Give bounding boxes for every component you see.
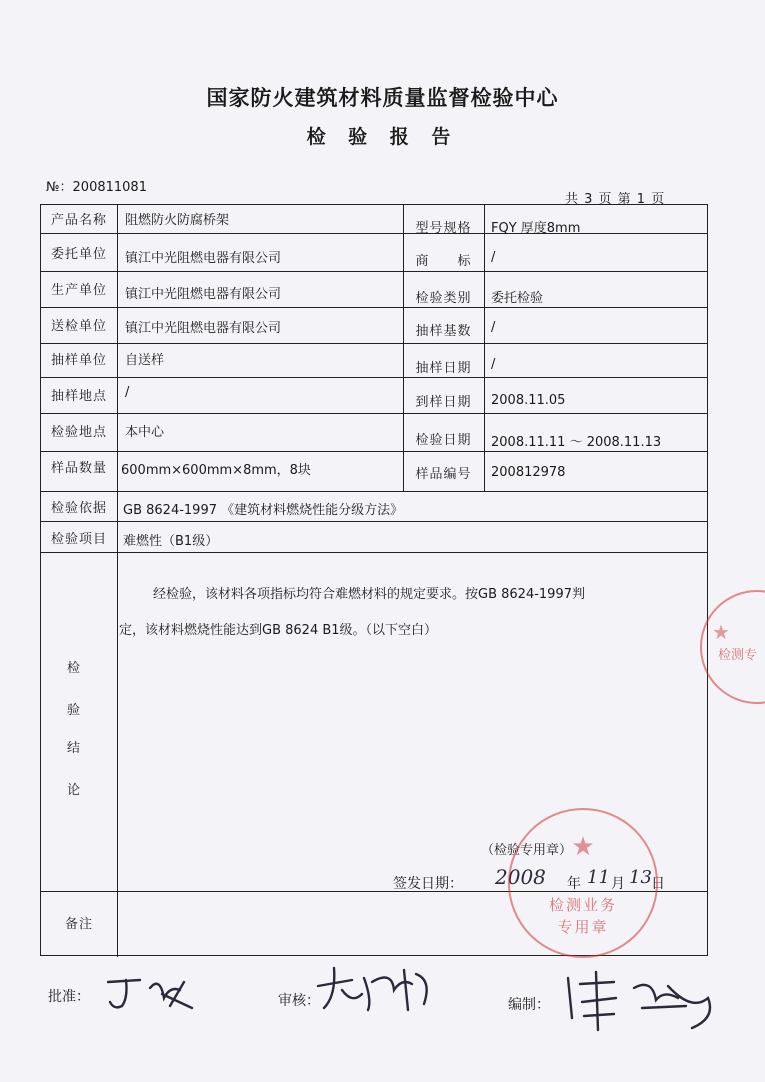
value-inspection-place: 本中心 [125, 425, 165, 440]
value-sample-base: / [491, 320, 496, 335]
label-sampling-place: 抽样地点 [50, 389, 107, 404]
edge-seal-stamp: ★ 检测专 [700, 590, 765, 704]
label-arrival-date: 到样日期 [415, 395, 472, 410]
reviewer-signature [312, 960, 442, 1016]
value-sampling-date: / [491, 357, 496, 372]
value-sample-qty: 600mm×600mm×8mm，8块 [121, 463, 311, 478]
label-sender: 送检单位 [50, 319, 107, 334]
issue-day: 13 [629, 867, 652, 888]
report-title: 检 验 报 告 [306, 126, 459, 148]
compile-label: 编制： [508, 997, 550, 1013]
issue-month-unit: 月 [611, 876, 625, 892]
value-inspection-type: 委托检验 [491, 291, 544, 306]
label-trademark: 商 标 [415, 254, 472, 269]
label-remarks: 备注 [64, 917, 93, 932]
value-product-name: 阻燃防火防腐桥架 [125, 213, 230, 228]
value-trademark: / [491, 250, 496, 265]
issue-day-unit: 日 [651, 876, 665, 892]
label-inspection-type: 检验类别 [415, 291, 472, 306]
value-sender: 镇江中光阻燃电器有限公司 [125, 321, 282, 336]
compiler-signature [560, 968, 720, 1038]
label-sample-base: 抽样基数 [415, 324, 472, 339]
label-producer: 生产单位 [50, 283, 107, 298]
review-label: 审核： [278, 993, 320, 1009]
page-info: 共 3 页 第 1 页 [565, 192, 666, 207]
conclusion-char-4: 论 [67, 783, 81, 798]
value-client: 镇江中光阻燃电器有限公司 [125, 251, 282, 266]
value-items: 难燃性（B1级） [123, 534, 219, 549]
inspection-seal-stamp: ★ 检测业务 专用章 [508, 808, 658, 958]
approver-signature [100, 968, 210, 1014]
value-arrival-date: 2008.11.05 [491, 393, 566, 408]
label-sample-no: 样品编号 [415, 467, 472, 482]
special-seal-text: （检验专用章） [481, 843, 573, 858]
value-sampling-place: / [125, 385, 130, 400]
value-inspection-date: 2008.11.11 ～ 2008.11.13 [491, 435, 662, 450]
issue-date-label: 签发日期： [393, 876, 463, 892]
conclusion-char-1: 检 [67, 661, 81, 676]
conclusion-char-3: 结 [67, 741, 81, 756]
label-client: 委托单位 [50, 247, 107, 262]
seal-line-2: 专用章 [557, 918, 609, 936]
value-model: FQY 厚度8mm [491, 221, 581, 236]
label-sampling-date: 抽样日期 [415, 361, 472, 376]
label-items: 检验项目 [50, 532, 107, 547]
conclusion-char-2: 验 [67, 703, 81, 718]
approve-label: 批准： [48, 989, 90, 1005]
value-producer: 镇江中光阻燃电器有限公司 [125, 287, 282, 302]
center-name: 国家防火建筑材料质量监督检验中心 [206, 86, 559, 110]
conclusion-line-1: 经检验，该材料各项指标均符合难燃材料的规定要求。按GB 8624-1997判 [153, 587, 585, 602]
issue-year: 2008 [495, 865, 546, 889]
report-number: №：200811081 [46, 180, 147, 195]
label-model: 型号规格 [415, 221, 472, 236]
seal-line-1: 检测业务 [548, 896, 617, 914]
label-inspection-place: 检验地点 [50, 425, 107, 440]
label-inspection-date: 检验日期 [415, 433, 472, 448]
issue-month: 11 [587, 867, 610, 888]
label-sampling-unit: 抽样单位 [50, 353, 107, 368]
issue-year-unit: 年 [567, 876, 581, 892]
label-product-name: 产品名称 [50, 213, 107, 228]
value-sampling-unit: 自送样 [125, 353, 165, 368]
conclusion-line-2: 定，该材料燃烧性能达到GB 8624 B1级。（以下空白） [119, 623, 438, 638]
value-basis: GB 8624-1997 《建筑材料燃烧性能分级方法》 [123, 503, 404, 518]
label-basis: 检验依据 [50, 501, 107, 516]
value-sample-no: 200812978 [491, 465, 566, 480]
edge-seal-text: 检测专 [718, 648, 758, 663]
label-sample-qty: 样品数量 [50, 461, 107, 476]
